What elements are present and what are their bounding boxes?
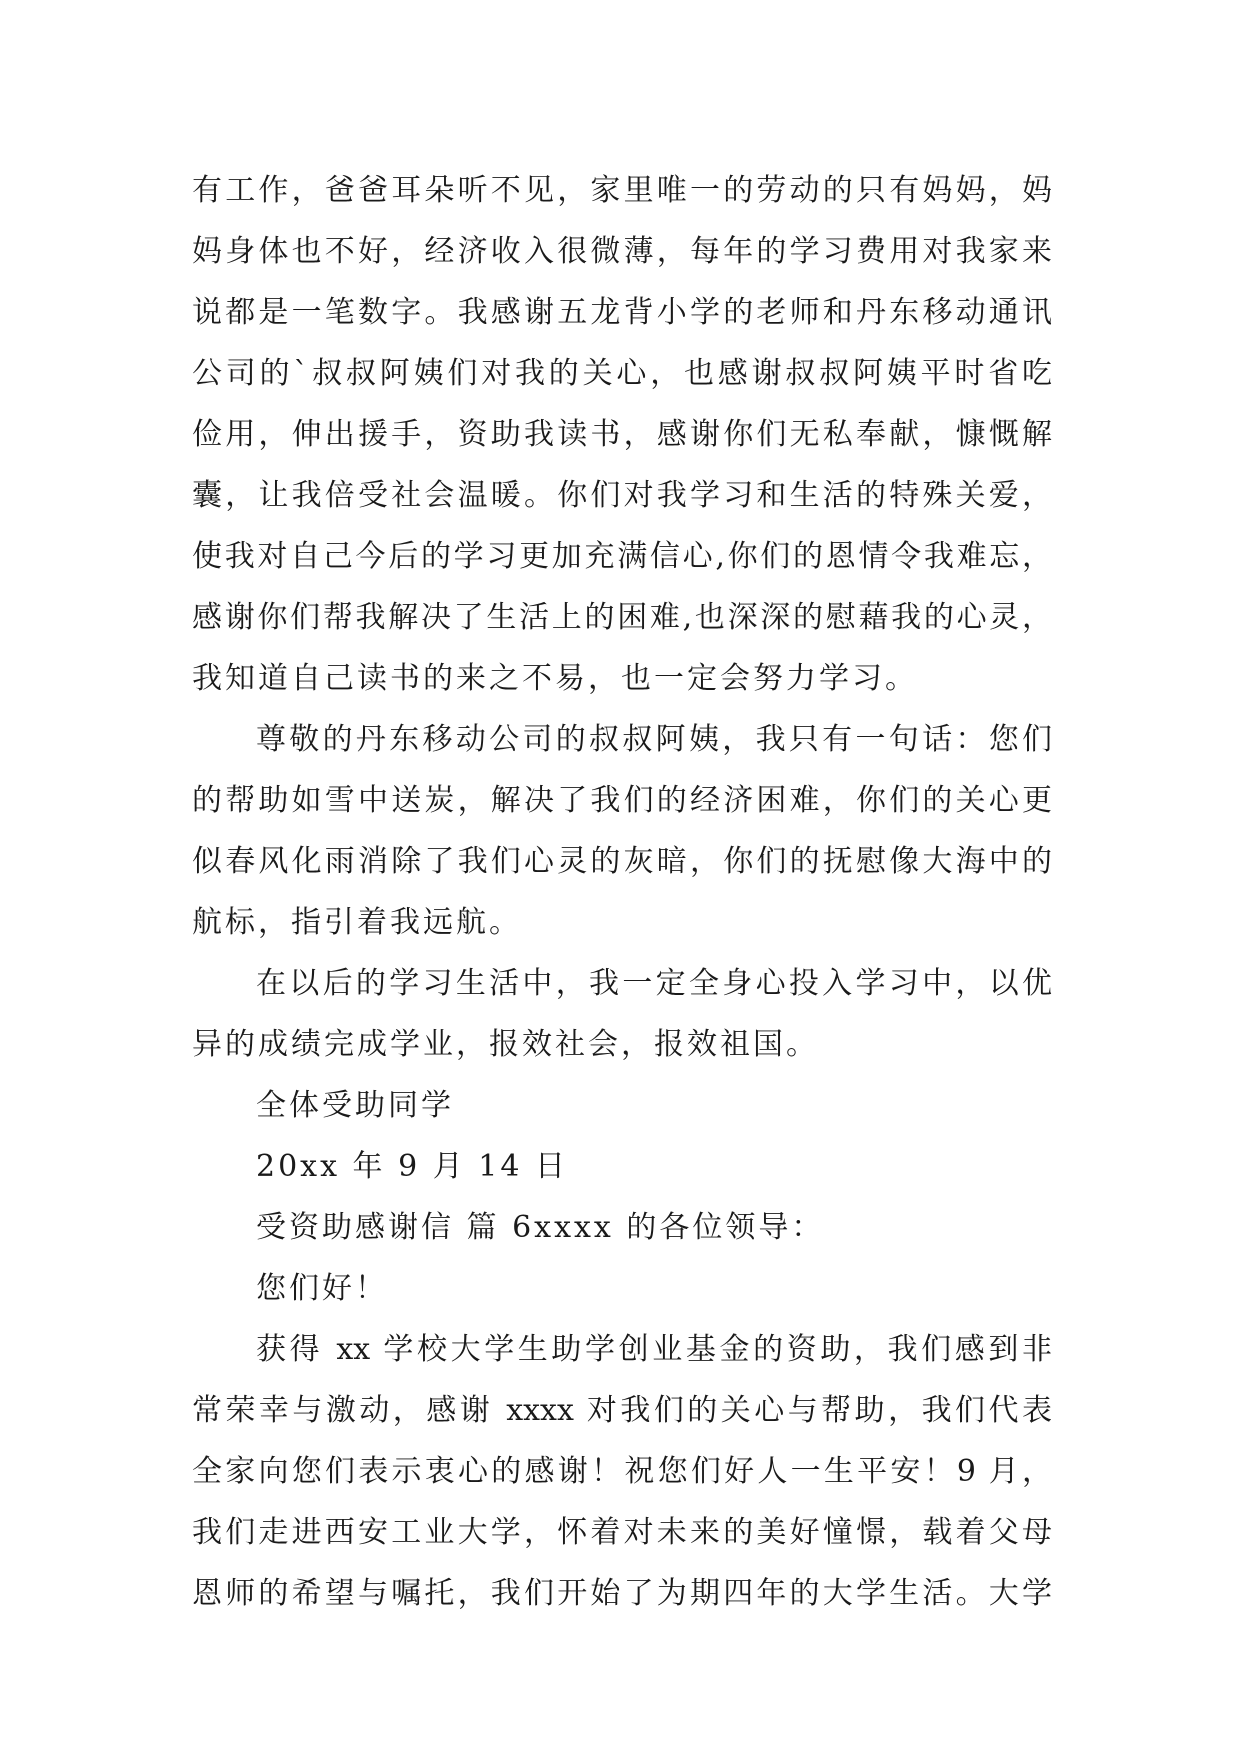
- text-line: 恩师的希望与嘱托，我们开始了为期四年的大学生活。大学: [192, 1576, 1052, 1611]
- paragraph-first-line: 尊敬的丹东移动公司的叔叔阿姨，我只有一句话：您们: [256, 722, 1052, 757]
- text-line: 的帮助如雪中送炭，解决了我们的经济困难，你们的关心更: [192, 783, 1052, 818]
- text-line: 似春风化雨消除了我们心灵的灰暗，你们的抚慰像大海中的: [192, 844, 1052, 879]
- text-line: 我知道自己读书的来之不易，也一定会努力学习。: [192, 661, 918, 696]
- date-line: 20xx 年 9 月 14 日: [256, 1149, 568, 1184]
- text-line: 公司的`叔叔阿姨们对我的关心，也感谢叔叔阿姨平时省吃: [192, 356, 1052, 391]
- text-line: 俭用，伸出援手，资助我读书，感谢你们无私奉献，慷慨解: [192, 417, 1052, 452]
- text-line: 囊，让我倍受社会温暖。你们对我学习和生活的特殊关爱，: [192, 478, 1052, 513]
- text-line: 说都是一笔数字。我感谢五龙背小学的老师和丹东移动通讯: [192, 295, 1052, 330]
- text-line: 常荣幸与激动，感谢 xxxx 对我们的关心与帮助，我们代表: [192, 1393, 1052, 1428]
- text-line: 感谢你们帮我解决了生活上的困难,也深深的慰藉我的心灵，: [192, 600, 1052, 635]
- letter-body: [192, 160, 1052, 1624]
- paragraph-first-line: 在以后的学习生活中，我一定全身心投入学习中，以优: [256, 966, 1052, 1001]
- text-line: 我们走进西安工业大学，怀着对未来的美好憧憬，载着父母: [192, 1515, 1052, 1550]
- text-line: 有工作，爸爸耳朵听不见，家里唯一的劳动的只有妈妈，妈: [192, 173, 1052, 208]
- text-line: 异的成绩完成学业，报效社会，报效祖国。: [192, 1027, 819, 1062]
- text-line: 使我对自己今后的学习更加充满信心,你们的恩情令我难忘，: [192, 539, 1052, 574]
- paragraph-first-line: 获得 xx 学校大学生助学创业基金的资助，我们感到非: [256, 1332, 1052, 1367]
- section-heading: 受资助感谢信 篇 6xxxx 的各位领导：: [256, 1210, 825, 1245]
- greeting-line: 您们好！: [256, 1271, 388, 1306]
- text-line: 航标，指引着我远航。: [192, 905, 522, 940]
- text-line: 妈身体也不好，经济收入很微薄，每年的学习费用对我家来: [192, 234, 1052, 269]
- signature-line: 全体受助同学: [256, 1088, 454, 1123]
- text-line: 全家向您们表示衷心的感谢！祝您们好人一生平安！9 月，: [192, 1454, 1052, 1489]
